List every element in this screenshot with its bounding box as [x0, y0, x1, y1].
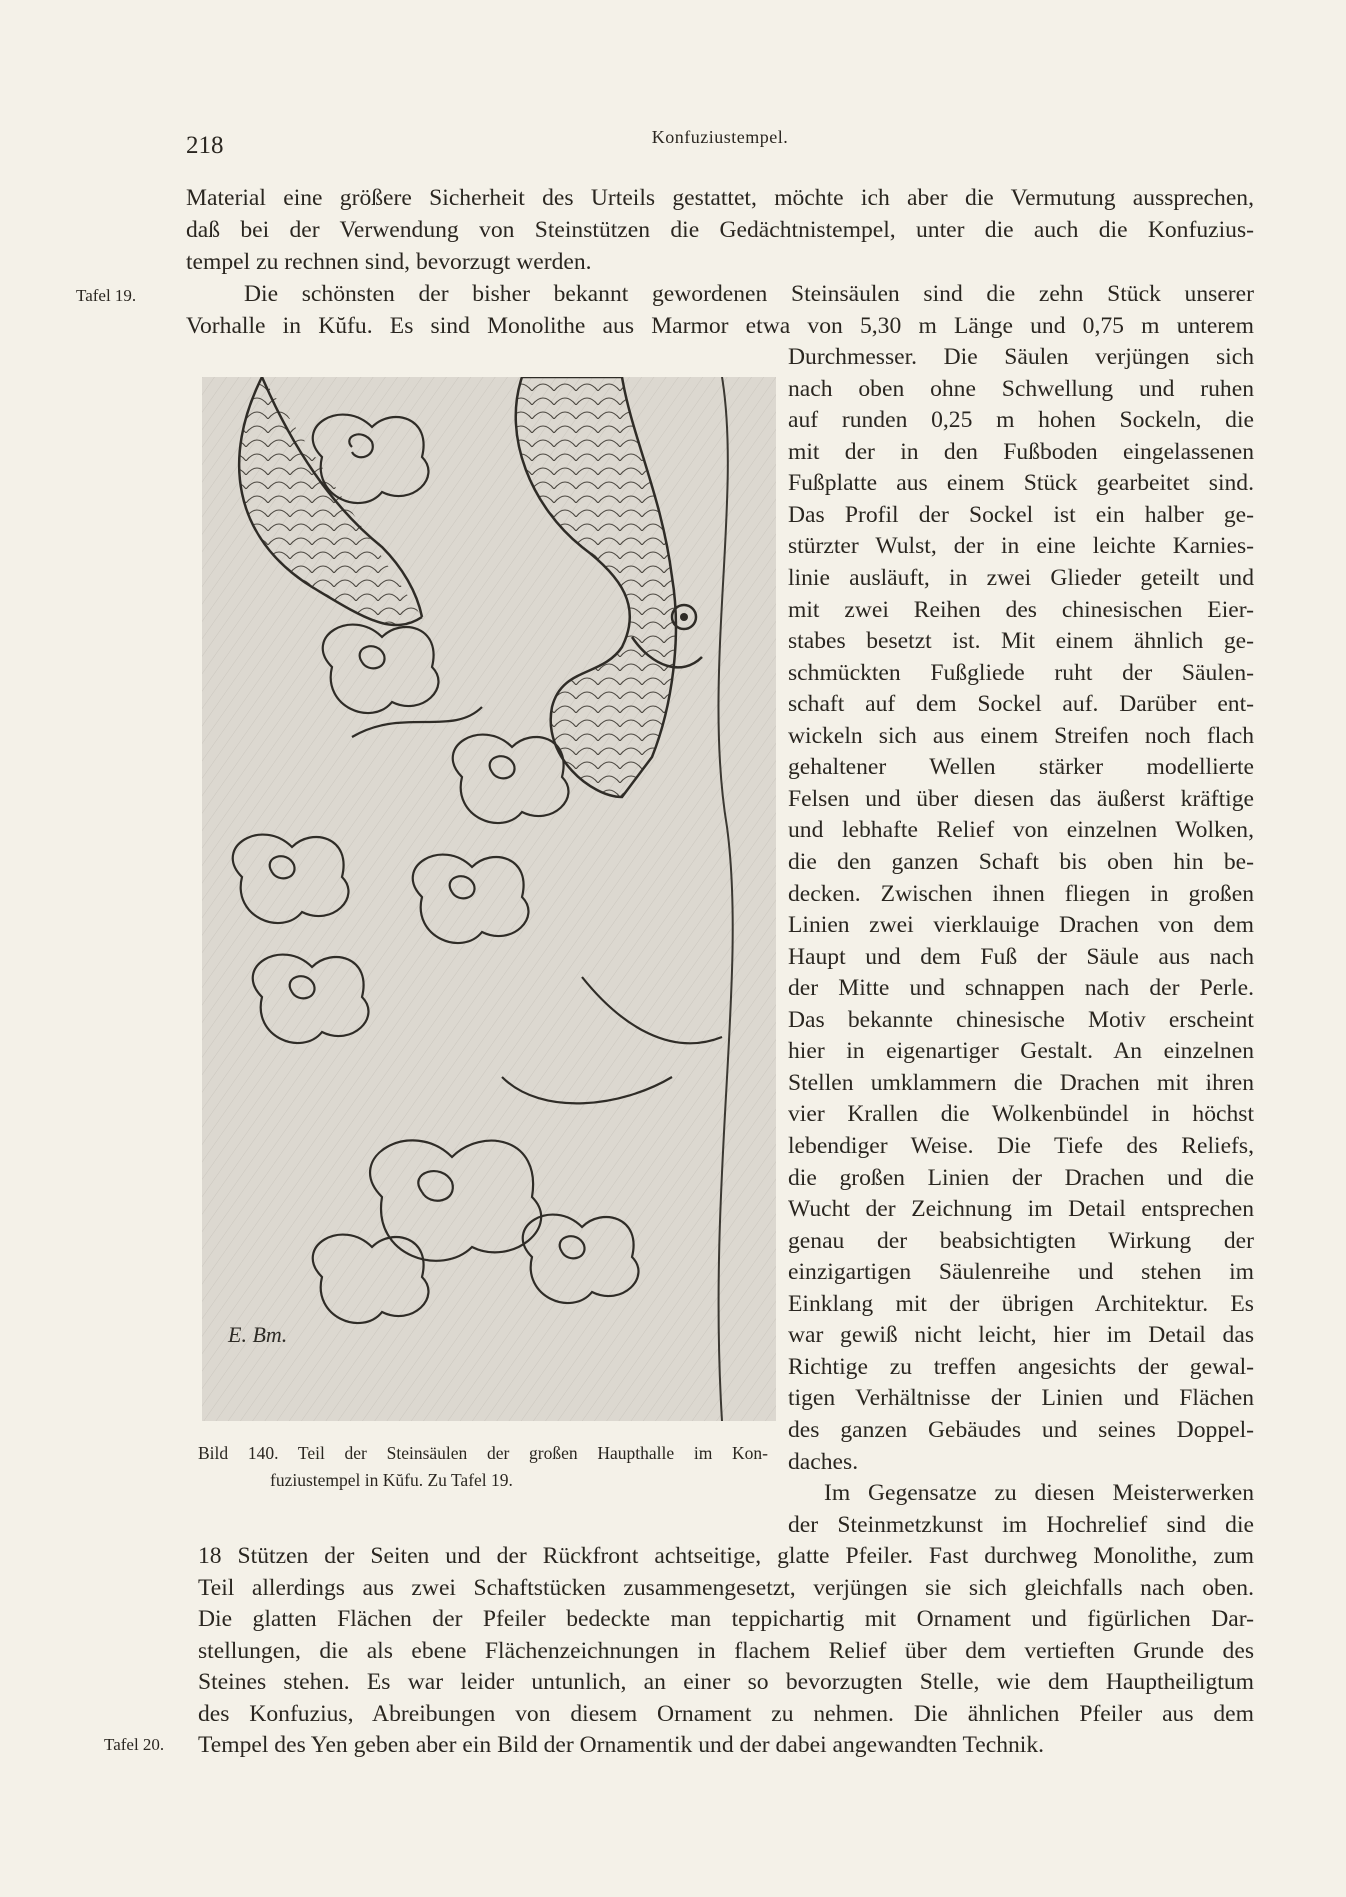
column-line: schaft auf dem Sockel auf. Darüber ent- [788, 691, 1254, 717]
column-line: mit zwei Reihen des chinesischen Eier- [788, 597, 1254, 623]
column-line: die den ganzen Schaft bis oben hin be- [788, 849, 1254, 875]
figure-signature: E. Bm. [228, 1322, 288, 1347]
body-line: Die schönsten der bisher bekannt gewordenen Steinsäulen sind die zehn Stück unserer [244, 281, 1254, 307]
column-line: Im Gegensatze zu diesen Meisterwerken [824, 1480, 1254, 1506]
caption-line: Bild 140. Teil der Steinsäulen der großen Haupthalle im Kon- [198, 1443, 768, 1463]
body-line: Material eine größere Sicherheit des Urteils gestattet, möchte ich aber die Vermutung aussprechen, [186, 185, 1254, 211]
column-line: der Mitte und schnappen nach der Perle. [788, 975, 1254, 1001]
column-line: des ganzen Gebäudes und seines Doppel- [788, 1417, 1254, 1443]
column-line: nach oben ohne Schwellung und ruhen [788, 376, 1254, 402]
column-line: die großen Linien der Drachen und die [788, 1165, 1254, 1191]
margin-note-tafel-20: Tafel 20. [104, 1735, 165, 1754]
column-line: Felsen und über diesen das äußerst kräftige [788, 786, 1254, 812]
column-line: lebendiger Weise. Die Tiefe des Reliefs, [788, 1133, 1254, 1159]
caption-line: fuziustempel in Kŭfu. Zu Tafel 19. [270, 1470, 513, 1490]
body-line: daß bei der Verwendung von Steinstützen die Gedächtnistempel, unter die auch die Konfuzius- [186, 217, 1254, 243]
column-line: Wucht der Zeichnung im Detail entsprechen [788, 1196, 1254, 1222]
column-line: Fußplatte aus einem Stück gearbeitet sind. [788, 470, 1254, 496]
body-line: Tempel des Yen geben aber ein Bild der Ornamentik und der dabei angewandten Technik. [198, 1732, 1045, 1758]
column-line: daches. [788, 1449, 859, 1475]
body-line: des Konfuzius, Abreibungen von diesem Ornament zu nehmen. Die ähnlichen Pfeiler aus dem [198, 1701, 1254, 1727]
column-line: Stellen umklammern die Drachen mit ihren [788, 1070, 1254, 1096]
column-line: stürzter Wulst, der in eine leichte Karnies- [788, 533, 1254, 559]
column-line: war gewiß nicht leicht, hier im Detail das [788, 1322, 1254, 1348]
column-line: Einklang mit der übrigen Architektur. Es [788, 1291, 1254, 1317]
column-line: einzigartigen Säulenreihe und stehen im [788, 1259, 1254, 1285]
column-line: Durchmesser. Die Säulen verjüngen sich [788, 344, 1254, 370]
body-line: 18 Stützen der Seiten und der Rückfront achtseitige, glatte Pfeiler. Fast durchweg Monolithe, zum [198, 1543, 1254, 1569]
body-line: stellungen, die als ebene Flächenzeichnungen in flachem Relief über dem vertieften Grunde des [198, 1638, 1254, 1664]
column-line: stabes besetzt ist. Mit einem ähnlich ge- [788, 628, 1254, 654]
body-line: Steines stehen. Es war leider untunlich, an einer so bevorzugten Stelle, wie dem Hauptheiligtum [198, 1669, 1254, 1695]
column-line: Haupt und dem Fuß der Säule aus nach [788, 944, 1254, 970]
column-line: genau der beabsichtigten Wirkung der [788, 1228, 1254, 1254]
column-line: auf runden 0,25 m hohen Sockeln, die [788, 407, 1254, 433]
column-line: linie ausläuft, in zwei Glieder geteilt und [788, 565, 1254, 591]
body-line: Vorhalle in Kŭfu. Es sind Monolithe aus Marmor etwa von 5,30 m Länge und 0,75 m unterem [186, 313, 1254, 339]
column-line: gehaltener Wellen stärker modellierte [788, 754, 1254, 780]
column-line: vier Krallen die Wolkenbündel in höchst [788, 1101, 1254, 1127]
column-line: Linien zwei vierklauige Drachen von dem [788, 912, 1254, 938]
margin-note-tafel-19: Tafel 19. [76, 286, 137, 305]
column-line: Das bekannte chinesische Motiv erscheint [788, 1007, 1254, 1033]
page-number: 218 [186, 132, 224, 159]
body-line: tempel zu rechnen sind, bevorzugt werden. [186, 249, 592, 275]
column-line: hier in eigenartiger Gestalt. An einzelnen [788, 1038, 1254, 1064]
column-line: schmückten Fußgliede ruht der Säulen- [788, 660, 1254, 686]
body-line: Teil allerdings aus zwei Schaftstücken zusammengesetzt, verjüngen sie sich gleichfalls nach oben. [198, 1575, 1254, 1601]
stone-column-relief-illustration [202, 377, 776, 1421]
column-line: decken. Zwischen ihnen fliegen in großen [788, 881, 1254, 907]
column-line: und lebhafte Relief von einzelnen Wolken, [788, 817, 1254, 843]
column-line: wickeln sich aus einem Streifen noch flach [788, 723, 1254, 749]
figure-relief-drawing [202, 377, 776, 1421]
running-head: Konfuziustempel. [651, 127, 789, 147]
column-line: Richtige zu treffen angesichts der gewal- [788, 1354, 1254, 1380]
column-line: tigen Verhältnisse der Linien und Flächen [788, 1385, 1254, 1411]
column-line: der Steinmetzkunst im Hochrelief sind die [788, 1512, 1254, 1538]
body-line: Die glatten Flächen der Pfeiler bedeckte man teppichartig mit Ornament und figürlichen Dar- [198, 1606, 1254, 1632]
column-line: Das Profil der Sockel ist ein halber ge- [788, 502, 1254, 528]
column-line: mit der in den Fußboden eingelassenen [788, 439, 1254, 465]
